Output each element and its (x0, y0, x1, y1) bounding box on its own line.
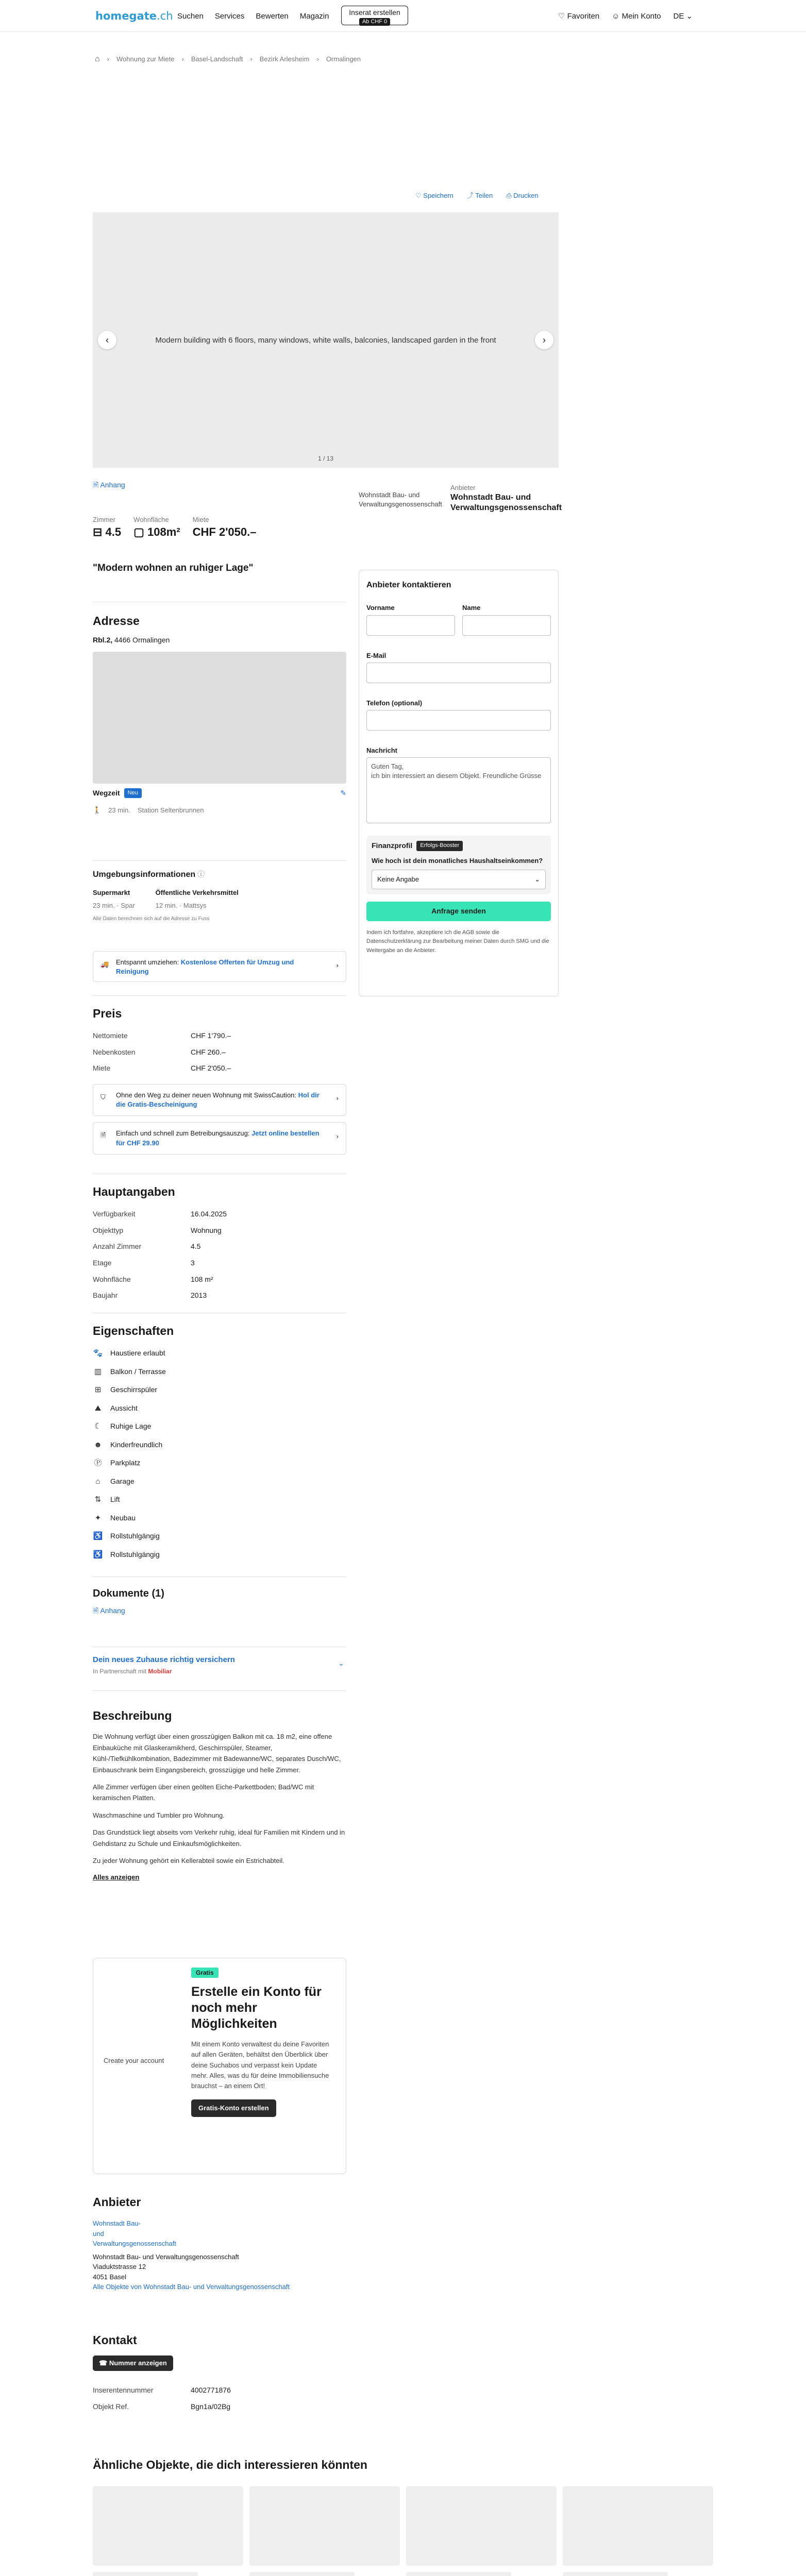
gallery-counter: 1 / 13 (317, 455, 334, 462)
price-heading: Preis (93, 1007, 122, 1020)
first-name-input[interactable] (366, 615, 455, 636)
breadcrumb-separator: › (250, 55, 253, 63)
info-row-value: 2013 (191, 1291, 207, 1300)
feature-label: Geschirrspüler (110, 1385, 158, 1394)
similar-card-skeleton[interactable] (563, 2486, 713, 2576)
main-info-heading: Hauptangaben (93, 1185, 175, 1198)
price-row-value: CHF 260.– (191, 1047, 226, 1056)
info-row-key: Verfügbarkeit (93, 1210, 136, 1218)
contact-row-key: Objekt Ref. (93, 2402, 129, 2411)
account-link[interactable] (612, 11, 661, 22)
first-name-label: Vorname (366, 604, 395, 612)
promo-link[interactable]: Jetzt online bestellen für CHF 29.90 (116, 1129, 320, 1147)
main-nav (177, 11, 329, 22)
advertiser-city: 4051 Basel (93, 2273, 127, 2281)
moving-banner-link[interactable]: Kostenlose Offerten für Umzug und Reinigung (116, 958, 294, 976)
feature-label: Haustiere erlaubt (110, 1349, 165, 1358)
feature-item (93, 1490, 346, 1509)
surrounding-time: 12 min. (155, 901, 178, 909)
fact-rent-label: Miete (192, 516, 209, 523)
advertiser-link-line: Wohnstadt Bau- (93, 2219, 141, 2228)
show-number-label: Nummer anzeigen (109, 2359, 167, 2367)
surrounding-name: Mattsys (183, 901, 207, 909)
skeleton-image (406, 2486, 557, 2566)
insurance-accordion[interactable] (93, 1647, 346, 1691)
last-name-input[interactable] (462, 615, 551, 636)
phone-input[interactable] (366, 710, 551, 731)
breadcrumb-item[interactable]: Bezirk Arlesheim (259, 55, 310, 63)
new-building-icon: ✦ (94, 1513, 102, 1522)
quiet-icon: ☾ (94, 1422, 102, 1431)
price-section (93, 995, 346, 1155)
income-select[interactable] (372, 870, 546, 889)
message-textarea[interactable]: Guten Tag, ich bin interessiert an diesem Objekt. Freundliche Grüsse (366, 757, 551, 823)
attachment-link[interactable]: 🗎 Anhang (93, 481, 125, 489)
feature-item (93, 1399, 346, 1418)
fact-area (133, 515, 180, 540)
address-section (93, 602, 346, 784)
chevron-right-icon: › (336, 1132, 339, 1141)
document-link-label: Anhang (100, 1606, 125, 1615)
breadcrumb (95, 54, 361, 65)
similar-heading: Ähnliche Objekte, die dich interessieren könnten (93, 2458, 367, 2471)
info-row (93, 1223, 346, 1239)
feature-label: Lift (110, 1495, 120, 1504)
surrounding-name: Spar (121, 901, 135, 909)
walk-icon: 🚶 (93, 806, 102, 814)
info-icon[interactable]: ⓘ (197, 870, 205, 878)
address-city: 4466 Ormalingen (114, 636, 170, 645)
advertiser-summary (359, 483, 562, 524)
documents-heading: Dokumente (1) (93, 1588, 164, 1599)
feature-item (93, 1381, 346, 1399)
feature-item (93, 1509, 346, 1528)
share-label: Teilen (475, 192, 493, 199)
insert-listing-label: Inserat erstellen (349, 8, 400, 16)
description-paragraph: Waschmaschine und Tumbler pro Wohnung. (93, 1811, 225, 1819)
signup-text: Mit einem Konto verwaltest du deine Favoriten auf allen Geräten, behältst den Überblick über deine Suchabos und verpasst kein Update mehr. Alles, was du für deine Immobiliensuche brauchst – an einem Ort! (191, 2040, 329, 2090)
contact-row-value: 4002771876 (191, 2386, 231, 2395)
debt-extract-promo[interactable] (93, 1122, 346, 1154)
nav-search[interactable]: Suchen (177, 12, 204, 21)
account-label: Mein Konto (622, 12, 661, 21)
skeleton-line (249, 2572, 355, 2576)
info-row-value: Wohnung (191, 1226, 222, 1234)
feature-label: Ruhige Lage (110, 1422, 152, 1431)
print-button[interactable]: ⎙ Drucken (506, 192, 539, 199)
child-icon: ☻ (94, 1440, 102, 1449)
fact-rent-value: CHF 2'050.– (192, 526, 257, 539)
income-select-value: Keine Angabe (377, 875, 419, 883)
info-row-value: 3 (191, 1258, 195, 1267)
features-section (93, 1313, 346, 1564)
attachment-row (93, 480, 346, 490)
feature-label: Neubau (110, 1513, 136, 1522)
info-row-key: Baujahr (93, 1291, 118, 1300)
description-paragraph: Die Wohnung verfügt über einen grosszügigen Balkon mit ca. 18 m2, eine offene Einbauküche mit Glaskeramikherd, Geschirrspüler, Steamer, Kühl-/Tiefkühlkombination, Badezimmer mit Badewanne/WC, separates Dusch/WC, Einbauschrank beim Eingangsbereich, grosszügige und helle Zimmer. (93, 1733, 341, 1774)
site-header (0, 0, 806, 32)
chevron-right-icon: › (543, 335, 546, 345)
show-more-link[interactable]: Alles anzeigen (93, 1873, 140, 1881)
contact-row-value: Bgn1a/02Bg (191, 2402, 231, 2411)
surroundings-heading: Umgebungsinformationen (93, 870, 196, 879)
info-row (93, 1255, 346, 1272)
info-row (93, 1272, 346, 1288)
contact-form-title: Anbieter kontaktieren (366, 581, 451, 589)
finance-profile-label: Finanzprofil (372, 841, 413, 850)
contact-section (93, 2332, 346, 2415)
fact-area-label: Wohnfläche (133, 516, 169, 523)
similar-card-skeleton[interactable] (406, 2486, 557, 2576)
header-right (558, 11, 693, 22)
commute-time: 23 min. (108, 806, 130, 814)
feature-item (93, 1436, 346, 1454)
skeleton-image (93, 2486, 243, 2566)
advertiser-summary-label: Anbieter (450, 484, 476, 492)
info-row-key: Anzahl Zimmer (93, 1242, 142, 1251)
info-row-value: 16.04.2025 (191, 1210, 227, 1218)
site-logo[interactable]: homegate.ch (95, 10, 173, 22)
save-label: Speichern (423, 192, 454, 199)
fact-rent (193, 515, 257, 540)
description-paragraph: Alle Zimmer verfügen über einen geölten Eiche-Parkettboden; Bad/WC mit keramischen Platten. (93, 1783, 314, 1802)
skeleton-image (563, 2486, 713, 2566)
description-heading: Beschreibung (93, 1709, 172, 1722)
feature-item (93, 1363, 346, 1381)
info-row (93, 1239, 346, 1255)
features-heading: Eigenschaften (93, 1324, 174, 1337)
documents-section (93, 1577, 346, 1616)
advertiser-heading: Anbieter (93, 2195, 141, 2209)
contact-form (359, 570, 559, 996)
show-number-button[interactable]: ☎ Nummer anzeigen (93, 2355, 173, 2371)
similar-card-skeleton[interactable] (249, 2486, 400, 2576)
email-label: E-Mail (366, 651, 387, 659)
breadcrumb-separator: › (316, 55, 319, 63)
price-row-value: CHF 2'050.– (191, 1064, 231, 1073)
contact-row (93, 2382, 346, 2399)
attachment-label: Anhang (100, 481, 125, 489)
breadcrumb-item[interactable]: Basel-Landschaft (191, 55, 243, 63)
address-heading: Adresse (93, 614, 140, 628)
breadcrumb-item: Ormalingen (326, 55, 361, 63)
chevron-right-icon: › (336, 961, 339, 969)
feature-item (93, 1527, 346, 1546)
price-row-key: Nebenkosten (93, 1047, 136, 1056)
chevron-right-icon: › (336, 1094, 339, 1102)
main-info-section (93, 1174, 346, 1304)
send-request-button[interactable]: Anfrage senden (366, 902, 551, 921)
breadcrumb-separator: › (181, 55, 184, 63)
feature-label: Rollstuhlgängig (110, 1532, 160, 1540)
advertiser-street: Viaduktstrasse 12 (93, 2263, 146, 2271)
moving-banner-text: Entspannt umziehen: (116, 958, 179, 966)
save-button[interactable]: ♡ Speichern (415, 192, 454, 199)
feature-label: Aussicht (110, 1403, 138, 1412)
finance-profile (366, 836, 551, 894)
truck-icon: 🚚 (100, 960, 109, 968)
advertiser-link-line: Verwaltungsgenossenschaft (93, 2240, 176, 2248)
nav-valuate[interactable]: Bewerten (256, 12, 289, 21)
language-select[interactable]: DE ⌄ (673, 12, 693, 21)
promo-text: Ohne den Weg zu deiner neuen Wohnung mit SwissCaution: (116, 1091, 297, 1099)
advertiser-all-listings-link[interactable]: Alle Objekte von Wohnstadt Bau- und Verwaltungsgenossenschaft (93, 2283, 290, 2291)
key-facts (93, 515, 346, 540)
insurance-sub: In Partnerschaft mit (93, 1668, 147, 1675)
commute-new-badge: Neu (124, 788, 142, 798)
gallery-image-caption: Modern building with 6 floors, many windows, white walls, balconies, landscaped garden in the front (155, 336, 496, 345)
chevron-left-icon: ‹ (106, 335, 109, 345)
commute-title: Wegzeit (93, 789, 120, 797)
language-label: DE (673, 12, 684, 21)
elevator-icon: ⇅ (94, 1495, 102, 1504)
promo-link[interactable]: Hol dir die Gratis-Bescheinigung (116, 1091, 320, 1109)
info-row-value: 4.5 (191, 1242, 201, 1251)
print-label: Drucken (513, 192, 539, 199)
advertiser-link-line: und (93, 2229, 104, 2238)
door-icon: ⊟ (93, 526, 106, 539)
surrounding-item: Öffentliche Verkehrsmittel 12 min. · Mattsys (155, 889, 239, 909)
insurance-title: Dein neues Zuhause richtig versichern (93, 1655, 235, 1664)
booster-badge: Erfolgs-Booster (416, 841, 463, 851)
advertiser-summary-logo-text: Wohnstadt Bau- und Verwaltungsgenossenschaft (359, 491, 442, 509)
surroundings-section (93, 860, 346, 923)
favorites-label: Favoriten (567, 12, 600, 21)
wheelchair-icon: ♿ (93, 1532, 103, 1541)
signup-illustration-text: Create your account (104, 2057, 164, 2064)
advertiser-summary-name: Wohnstadt Bau- und Verwaltungsgenossenschaft (450, 493, 562, 513)
price-row (93, 1044, 346, 1061)
swisscaution-promo[interactable] (93, 1084, 346, 1116)
skeleton-line (563, 2572, 668, 2576)
contact-legal-text: Indem ich fortfahre, akzeptiere ich die AGB sowie die Datenschutzerklärung zur Bearbeitung meiner Daten durch SMG und die Weitergabe an die Anbieter. (366, 929, 549, 954)
skeleton-line (406, 2572, 511, 2576)
breadcrumb-separator: › (107, 55, 110, 63)
nav-services[interactable]: Services (214, 12, 245, 21)
commute-section (93, 788, 346, 815)
breadcrumb-item[interactable]: Wohnung zur Miete (116, 55, 175, 63)
surrounding-time: 23 min. (93, 901, 115, 909)
price-row-key: Nettomiete (93, 1031, 128, 1040)
surroundings-note: Alle Daten berechnen sich auf die Adresse zu Fuss (93, 916, 210, 922)
contact-row-key: Inserentennummer (93, 2386, 154, 2395)
create-account-button[interactable]: Gratis-Konto erstellen (191, 2099, 276, 2117)
image-gallery[interactable] (93, 212, 559, 468)
info-row-key: Wohnfläche (93, 1275, 131, 1283)
garage-icon: ⌂ (95, 1477, 100, 1486)
gallery-prev-button[interactable] (98, 331, 116, 349)
contact-row (93, 2399, 346, 2415)
price-row (93, 1028, 346, 1044)
signup-badge: Gratis (191, 1968, 219, 1978)
contact-heading: Kontakt (93, 2333, 137, 2347)
chevron-down-icon: ⌄ (534, 875, 540, 883)
price-row-key: Miete (93, 1064, 111, 1073)
wheelchair-icon: ♿ (93, 1550, 103, 1559)
income-label: Wie hoch ist dein monatliches Haushaltseinkommen? (372, 856, 543, 865)
fact-area-value: 108m² (147, 526, 180, 539)
feature-label: Parkplatz (110, 1459, 141, 1467)
mobiliar-logo: Mobiliar (148, 1668, 172, 1675)
balcony-icon: ▥ (94, 1367, 102, 1376)
info-row-key: Objekttyp (93, 1226, 124, 1234)
document-link[interactable]: 🗎 Anhang (93, 1606, 125, 1615)
commute-station: Station Seltenbrunnen (137, 806, 204, 814)
dishwasher-icon: ⊞ (94, 1385, 102, 1395)
pet-icon: 🐾 (93, 1349, 103, 1358)
email-input[interactable] (366, 663, 551, 683)
address-street: Rbl.2, (93, 636, 113, 645)
feature-label: Balkon / Terrasse (110, 1367, 166, 1376)
insert-listing-badge: Ab CHF 0 (359, 18, 390, 26)
chevron-down-icon: ⌄ (338, 1659, 344, 1667)
skeleton-line (93, 2572, 198, 2576)
area-icon: ▢ (133, 526, 148, 539)
feature-item (93, 1454, 346, 1472)
advertiser-name: Wohnstadt Bau- und Verwaltungsgenossenschaft (93, 2252, 239, 2261)
feature-label: Garage (110, 1477, 135, 1485)
advertiser-section (93, 2194, 346, 2292)
promo-text: Einfach und schnell zum Betreibungsauszug: (116, 1129, 250, 1138)
feature-item (93, 1417, 346, 1436)
parking-icon: Ⓟ (94, 1459, 102, 1468)
user-icon: ☺ (612, 12, 622, 21)
signup-card (93, 1958, 346, 2174)
feature-item (93, 1472, 346, 1491)
home-icon[interactable]: ⌂ (95, 55, 100, 63)
price-row-value: CHF 1'790.– (191, 1031, 231, 1040)
skeleton-image (249, 2486, 400, 2566)
similar-section (93, 2456, 713, 2473)
message-label: Nachricht (366, 746, 397, 754)
phone-label: Telefon (optional) (366, 699, 423, 707)
price-row (93, 1060, 346, 1077)
surrounding-item: Supermarkt 23 min. · Spar (93, 889, 135, 909)
info-row (93, 1287, 346, 1304)
insert-listing-button[interactable] (341, 6, 408, 25)
info-row-key: Etage (93, 1258, 112, 1267)
surrounding-label: Supermarkt (93, 889, 130, 897)
info-row (93, 1206, 346, 1223)
feature-label: Rollstuhlgängig (110, 1550, 160, 1558)
map[interactable] (93, 652, 346, 784)
favorites-link[interactable] (558, 11, 599, 22)
description-paragraph: Das Grundstück liegt abseits vom Verkehr ruhig, ideal für Familien mit Kindern und in Gehdistanz zu Schule und Einkaufsmöglichkeiten. (93, 1828, 345, 1848)
feature-label: Kinderfreundlich (110, 1440, 163, 1449)
document-icon: 🗎 (100, 1131, 106, 1140)
listing-tools (415, 191, 539, 200)
surrounding-label: Öffentliche Verkehrsmittel (155, 889, 239, 897)
share-button[interactable]: ⤴ Teilen (466, 192, 493, 199)
similar-card-skeleton[interactable] (93, 2486, 243, 2576)
gallery-next-button[interactable] (535, 331, 553, 349)
listing-title: "Modern wohnen an ruhiger Lage" (93, 563, 254, 573)
moving-banner[interactable] (93, 951, 346, 982)
fact-rooms-label: Zimmer (93, 516, 116, 523)
description-section (93, 1707, 346, 1882)
edit-icon[interactable]: ✎ (340, 789, 346, 797)
feature-item (93, 1344, 346, 1363)
advertiser-link[interactable] (93, 2218, 346, 2249)
signup-title: Erstelle ein Konto für noch mehr Möglichkeiten (191, 1984, 322, 2031)
fact-rooms-value: 4.5 (105, 526, 122, 539)
shield-icon: ⛉ (100, 1093, 106, 1101)
feature-item (93, 1546, 346, 1564)
info-row-value: 108 m² (191, 1275, 213, 1283)
heart-icon: ♡ (558, 12, 567, 21)
nav-magazine[interactable]: Magazin (299, 12, 329, 21)
fact-rooms (93, 515, 121, 540)
last-name-label: Name (462, 604, 481, 612)
view-icon: ⛰ (94, 1403, 102, 1413)
description-paragraph: Zu jeder Wohnung gehört ein Kellerabteil sowie ein Estrichabteil. (93, 1857, 284, 1865)
